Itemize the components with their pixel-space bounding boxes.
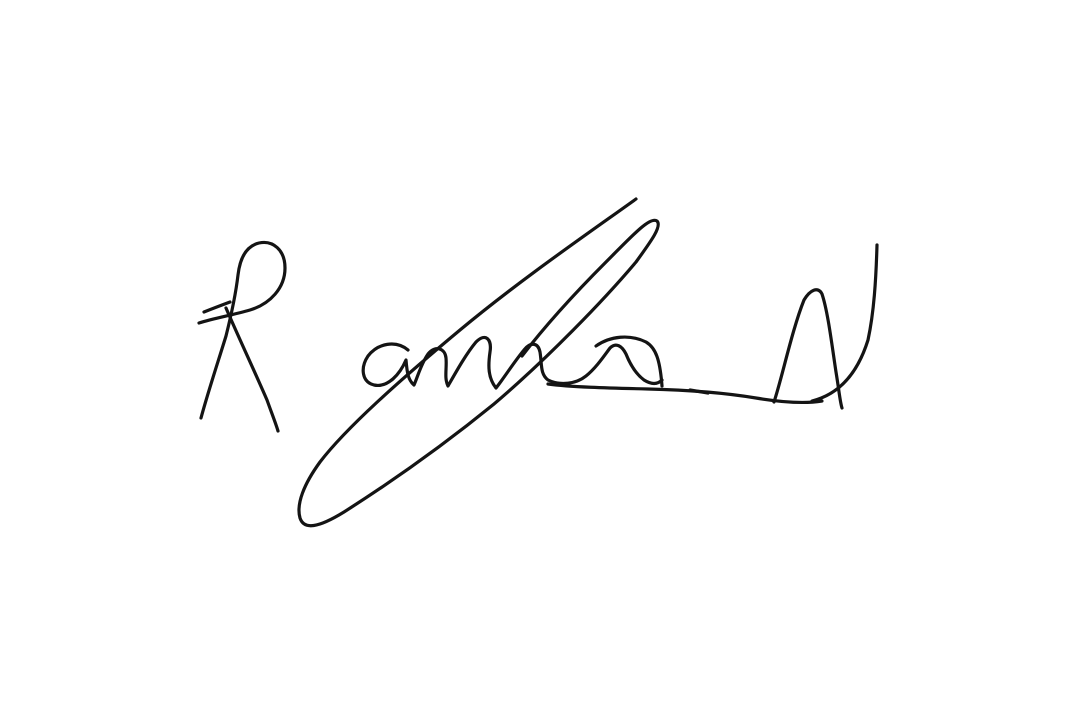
signature-strokes (199, 199, 877, 526)
signature-stroke-anjan (363, 337, 662, 388)
signature-stroke-r-leg (226, 308, 278, 431)
signature-stroke-n-right (812, 245, 877, 401)
signature-stroke-underline (548, 384, 822, 402)
signature-stroke-slash (299, 199, 658, 526)
signature-stroke-r-stem (199, 242, 285, 418)
signature-stroke-n-peak (774, 290, 842, 408)
